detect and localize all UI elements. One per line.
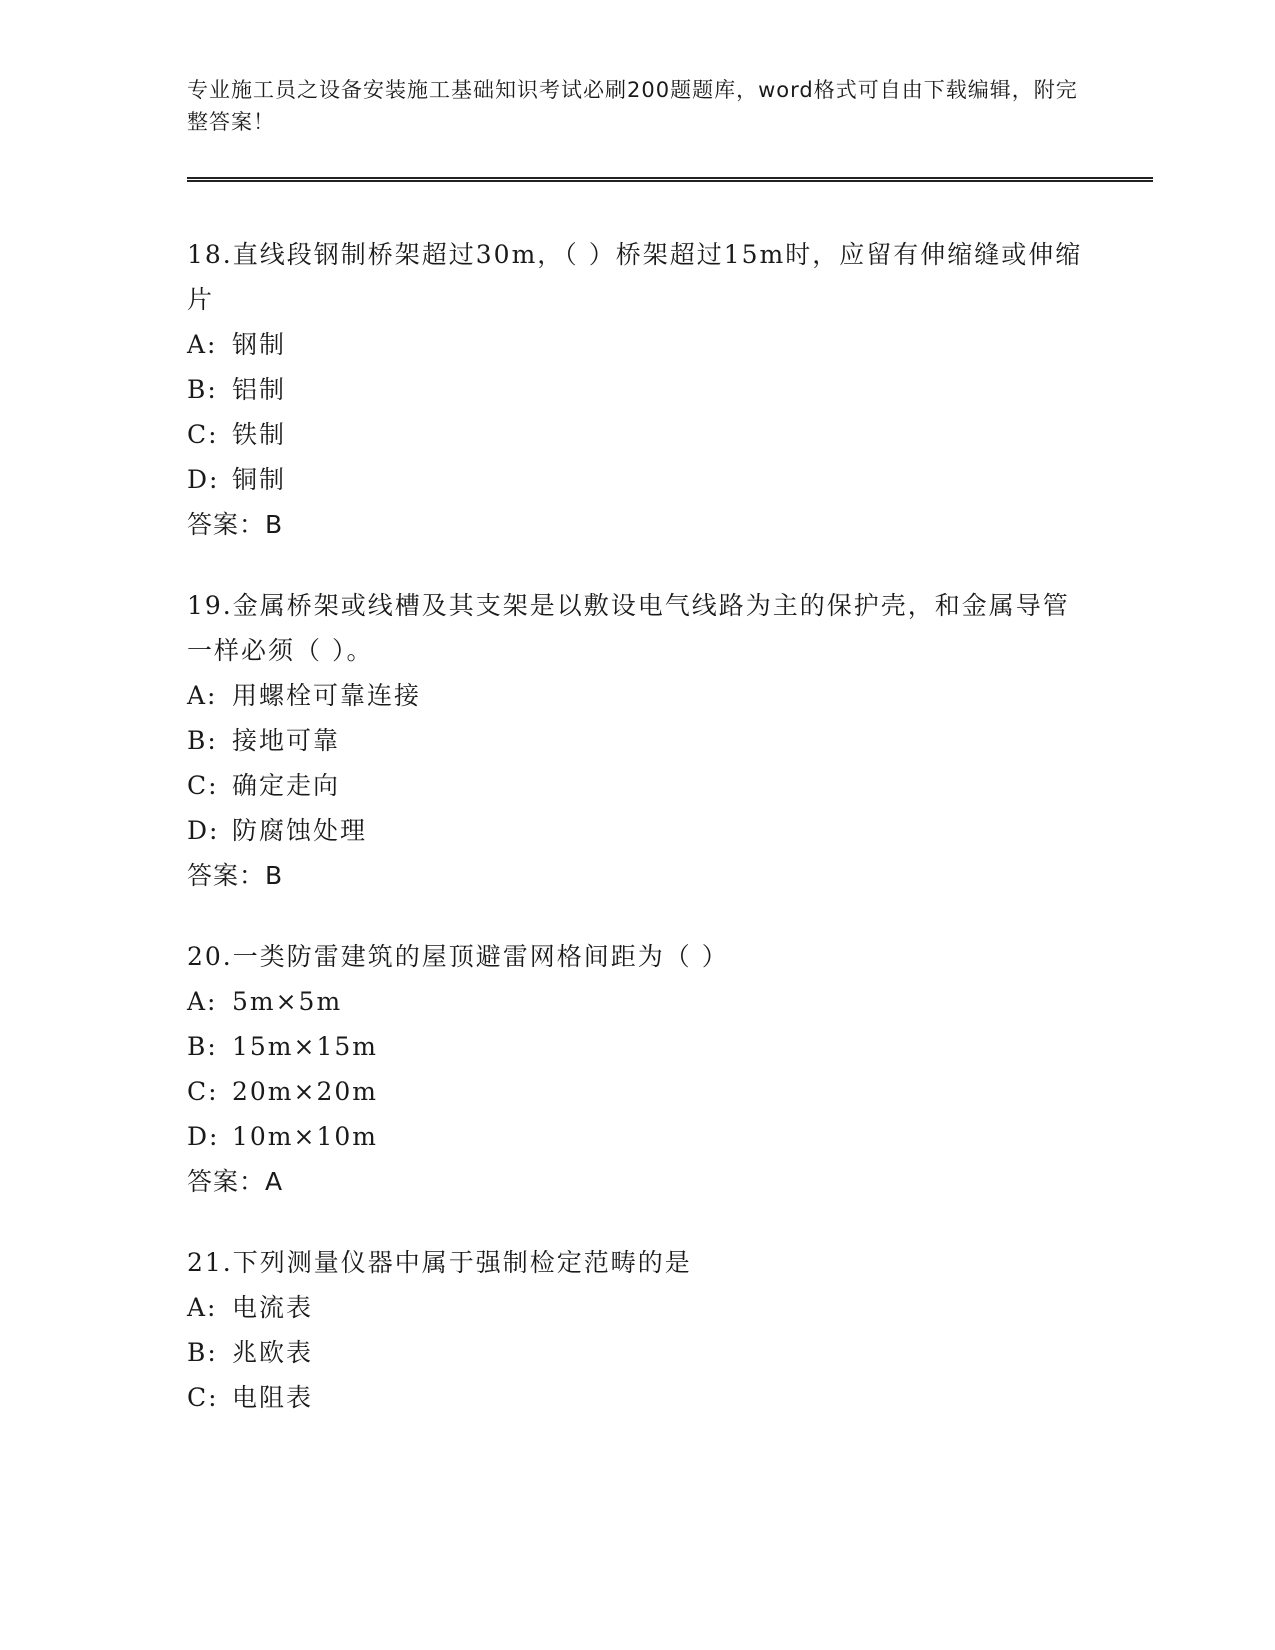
option-b	[187, 1024, 1087, 1069]
option-a	[187, 673, 1087, 718]
option-key: C:	[187, 1383, 219, 1412]
option-a	[187, 979, 1087, 1024]
option-text: 铜制	[232, 465, 287, 494]
option-text: 15m×15m	[232, 1032, 378, 1061]
option-d	[187, 1114, 1087, 1159]
option-key: C:	[187, 420, 219, 449]
option-b	[187, 718, 1087, 763]
option-b	[187, 1330, 1087, 1375]
option-text: 5m×5m	[232, 987, 343, 1016]
question-18	[187, 232, 1087, 547]
option-c	[187, 1069, 1087, 1114]
option-text: 10m×10m	[232, 1122, 378, 1151]
option-text: 铝制	[232, 375, 287, 404]
option-c	[187, 763, 1087, 808]
option-key: B:	[187, 1338, 218, 1367]
answer-line: 答案：A	[187, 1167, 284, 1196]
question-stem: 18.直线段钢制桥架超过30m，（ ）桥架超过15m时，应留有伸缩缝或伸缩片	[187, 240, 1083, 314]
option-text: 用螺栓可靠连接	[232, 681, 422, 710]
option-c	[187, 1375, 1087, 1420]
answer-line: 答案：B	[187, 861, 284, 890]
question-stem: 20.一类防雷建筑的屋顶避雷网格间距为（ ）	[187, 942, 729, 971]
option-c	[187, 412, 1087, 457]
option-text: 确定走向	[232, 771, 341, 800]
option-text: 电流表	[232, 1293, 314, 1322]
header-divider	[187, 177, 1153, 182]
option-a	[187, 322, 1087, 367]
option-text: 铁制	[232, 420, 287, 449]
question-stem: 21.下列测量仪器中属于强制检定范畴的是	[187, 1248, 692, 1277]
answer-line: 答案：B	[187, 510, 284, 539]
option-key: B:	[187, 375, 218, 404]
option-key: C:	[187, 1077, 219, 1106]
option-key: A:	[187, 330, 218, 359]
question-stem: 19.金属桥架或线槽及其支架是以敷设电气线路为主的保护壳，和金属导管一样必须（ ）。	[187, 591, 1070, 665]
option-key: B:	[187, 1032, 218, 1061]
option-text: 接地可靠	[232, 726, 341, 755]
option-a	[187, 1285, 1087, 1330]
option-key: D:	[187, 1122, 220, 1151]
option-text: 兆欧表	[232, 1338, 314, 1367]
option-key: A:	[187, 681, 218, 710]
option-text: 钢制	[232, 330, 287, 359]
option-key: D:	[187, 465, 220, 494]
option-key: D:	[187, 816, 220, 845]
document-header: 专业施工员之设备安装施工基础知识考试必刷200题题库，word格式可自由下载编辑，附完整答案！	[187, 78, 1078, 134]
question-20	[187, 934, 1087, 1204]
question-21	[187, 1240, 1087, 1420]
option-d	[187, 457, 1087, 502]
question-19	[187, 583, 1087, 898]
option-d	[187, 808, 1087, 853]
option-b	[187, 367, 1087, 412]
option-key: B:	[187, 726, 218, 755]
option-key: C:	[187, 771, 219, 800]
option-key: A:	[187, 987, 218, 1016]
option-text: 防腐蚀处理	[232, 816, 368, 845]
option-text: 20m×20m	[232, 1077, 378, 1106]
option-text: 电阻表	[232, 1383, 314, 1412]
question-list	[187, 232, 1087, 1456]
option-key: A:	[187, 1293, 218, 1322]
